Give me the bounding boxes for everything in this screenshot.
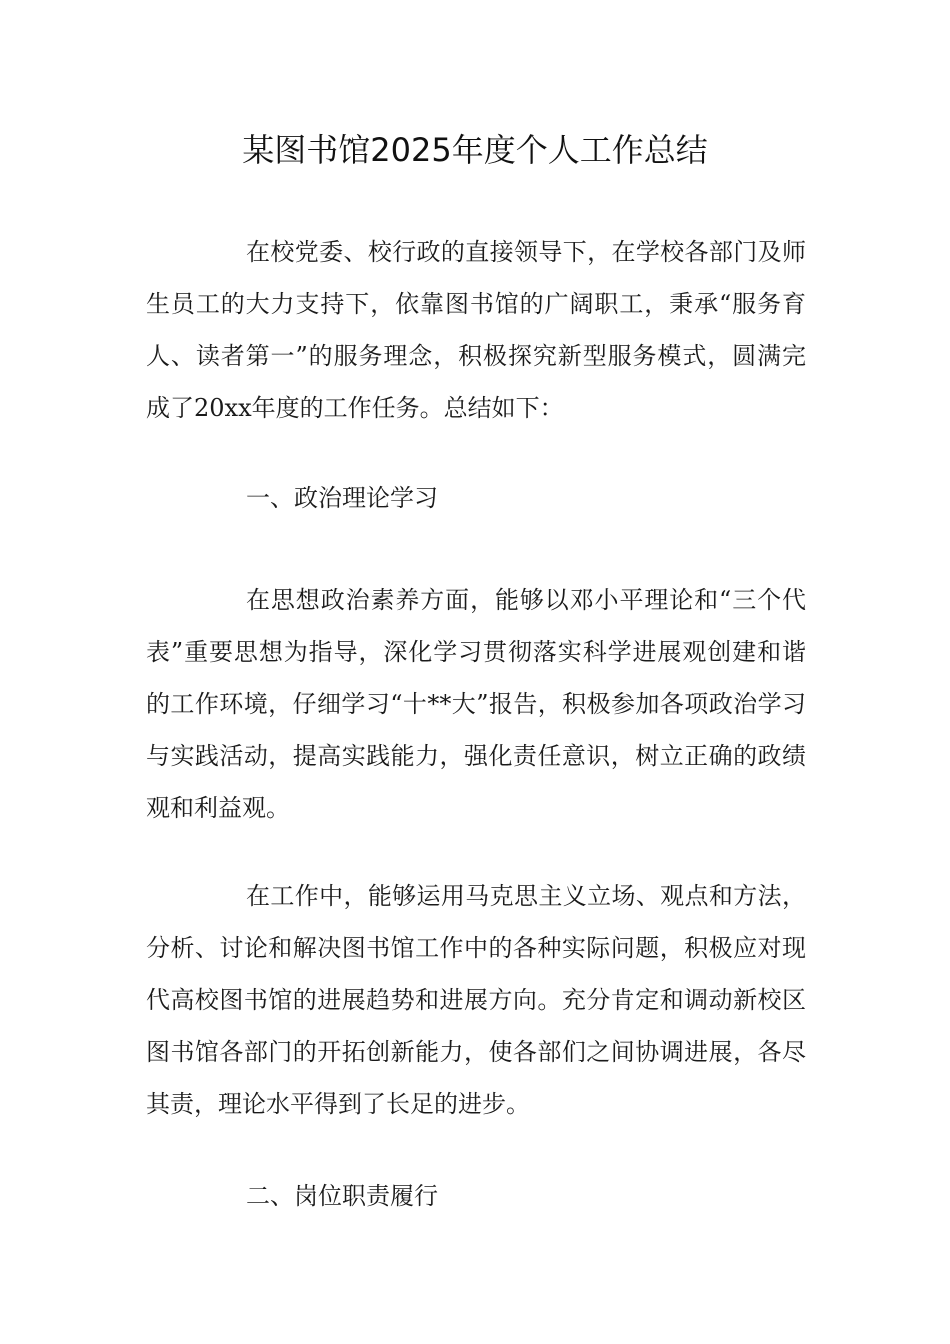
- body-paragraph-1: 在思想政治素养方面，能够以邓小平理论和“三个代表”重要思想为指导，深化学习贯彻落实科学进展观创建和谐的工作环境，仔细学习“十**大”报告，积极参加各项政治学习与实践活动，提高实践能力，强化责任意识，树立正确的政绩观和利益观。: [146, 586, 806, 822]
- section-heading-1: 一、政治理论学习: [246, 484, 438, 512]
- body-paragraph-2: 在工作中，能够运用马克思主义立场、观点和方法，分析、讨论和解决图书馆工作中的各种实际问题，积极应对现代高校图书馆的进展趋势和进展方向。充分肯定和调动新校区图书馆各部门的开拓创新能力，使各部们之间协调进展，各尽其责，理论水平得到了长足的进步。: [146, 882, 806, 1118]
- document-title: 某图书馆2025年度个人工作总结: [242, 131, 708, 169]
- section-heading-2: 二、岗位职责履行: [246, 1182, 438, 1210]
- intro-paragraph: 在校党委、校行政的直接领导下，在学校各部门及师生员工的大力支持下，依靠图书馆的广阔职工，秉承“服务育人、读者第一”的服务理念，积极探究新型服务模式，圆满完成了20xx年度的工作任务。总结如下：: [146, 238, 806, 422]
